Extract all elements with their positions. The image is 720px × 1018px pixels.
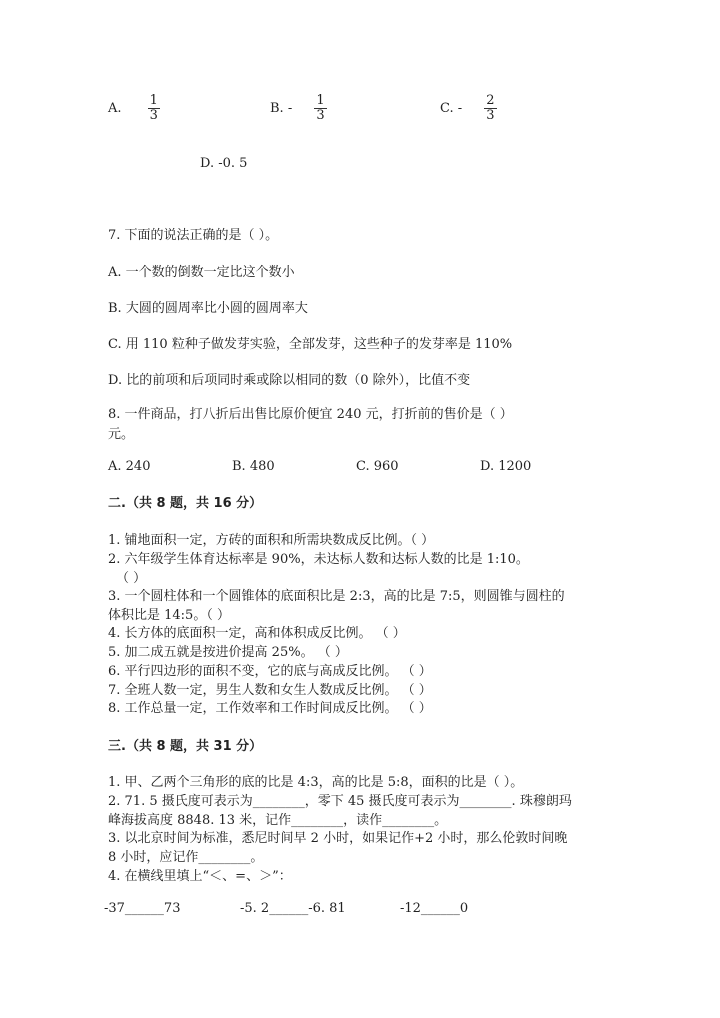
section2-item: （ ） (116, 571, 147, 586)
q7-option-d: D. 比的前项和后项同时乘或除以相同的数（0 除外），比值不变 (108, 373, 471, 388)
section2-item: 8. 工作总量一定，工作效率和工作时间成反比例。 （ ） (108, 701, 432, 716)
section2-item: 体积比是 14:5。（ ） (108, 608, 230, 623)
q8-stem-line2: 元。 (108, 427, 135, 442)
q8-option-b: B. 480 (232, 459, 275, 474)
section3-item: 2. 71. 5 摄氏度可表示为________，零下 45 摄氏度可表示为________. 珠穆朗玛 (108, 794, 572, 809)
denominator: 3 (149, 108, 158, 123)
option-label: A. (108, 101, 122, 116)
q7-option-c: C. 用 110 粒种子做发芽实验，全部发芽，这些种子的发芽率是 110% (108, 337, 513, 352)
section2-heading: 二.（共 8 题，共 16 分） (108, 496, 263, 511)
q8-stem-line1: 8. 一件商品，打八折后出售比原价便宜 240 元，打折前的售价是（ ） (108, 407, 513, 422)
option-label: B. - (270, 101, 293, 116)
section3-item: 峰海拔高度 8848. 13 米，记作________，读作________。 (108, 813, 448, 828)
numerator: 1 (149, 93, 158, 108)
q8-option-c: C. 960 (356, 459, 399, 474)
fraction (484, 94, 496, 123)
q8-option-d: D. 1200 (480, 459, 532, 474)
q6-option-d: D. -0. 5 (200, 156, 248, 171)
denominator: 3 (316, 108, 325, 123)
section3-heading: 三.（共 8 题，共 31 分） (108, 739, 263, 754)
denominator: 3 (486, 108, 495, 123)
section3-item: 3. 以北京时间为标准，悉尼时间早 2 小时，如果记作+2 小时，那么伦敦时间晚 (108, 831, 568, 846)
compare-item: -37______73 (104, 901, 181, 916)
q7-option-a: A. 一个数的倒数一定比这个数小 (108, 265, 295, 280)
fraction (314, 94, 326, 123)
fraction (148, 94, 160, 123)
q7-option-b: B. 大圆的圆周率比小圆的圆周率大 (108, 301, 308, 316)
numerator: 1 (316, 93, 325, 108)
compare-item: -5. 2______-6. 81 (240, 901, 346, 916)
numerator: 2 (486, 93, 495, 108)
q6-option-c (440, 94, 497, 123)
section2-item: 5. 加二成五就是按进价提高 25%。 （ ） (108, 645, 348, 660)
q8-option-a: A. 240 (108, 459, 151, 474)
section2-item: 6. 平行四边形的面积不变，它的底与高成反比例。 （ ） (108, 664, 432, 679)
section2-item: 3. 一个圆柱体和一个圆锥体的底面积比是 2:3，高的比是 7:5，则圆锥与圆柱的 (108, 589, 565, 604)
q6-option-b (270, 94, 327, 123)
section2-item: 7. 全班人数一定，男生人数和女生人数成反比例。 （ ） (108, 683, 432, 698)
q6-option-a (108, 94, 160, 123)
section3-item: 1. 甲、乙两个三角形的底的比是 4:3，高的比是 5:8，面积的比是（ ）。 (108, 775, 524, 790)
section2-item: 2. 六年级学生体育达标率是 90%，未达标人数和达标人数的比是 1:10。 (108, 552, 529, 567)
q7-stem: 7. 下面的说法正确的是（ ）。 (108, 228, 279, 243)
section3-item: 8 小时，应记作________。 (108, 850, 264, 865)
section2-item: 1. 铺地面积一定，方砖的面积和所需块数成反比例。（ ） (108, 533, 435, 548)
option-label: C. - (440, 101, 463, 116)
compare-item: -12______0 (400, 901, 469, 916)
section3-item: 4. 在横线里填上“＜、=、＞”： (108, 869, 292, 884)
section2-item: 4. 长方体的底面积一定，高和体积成反比例。 （ ） (108, 626, 406, 641)
